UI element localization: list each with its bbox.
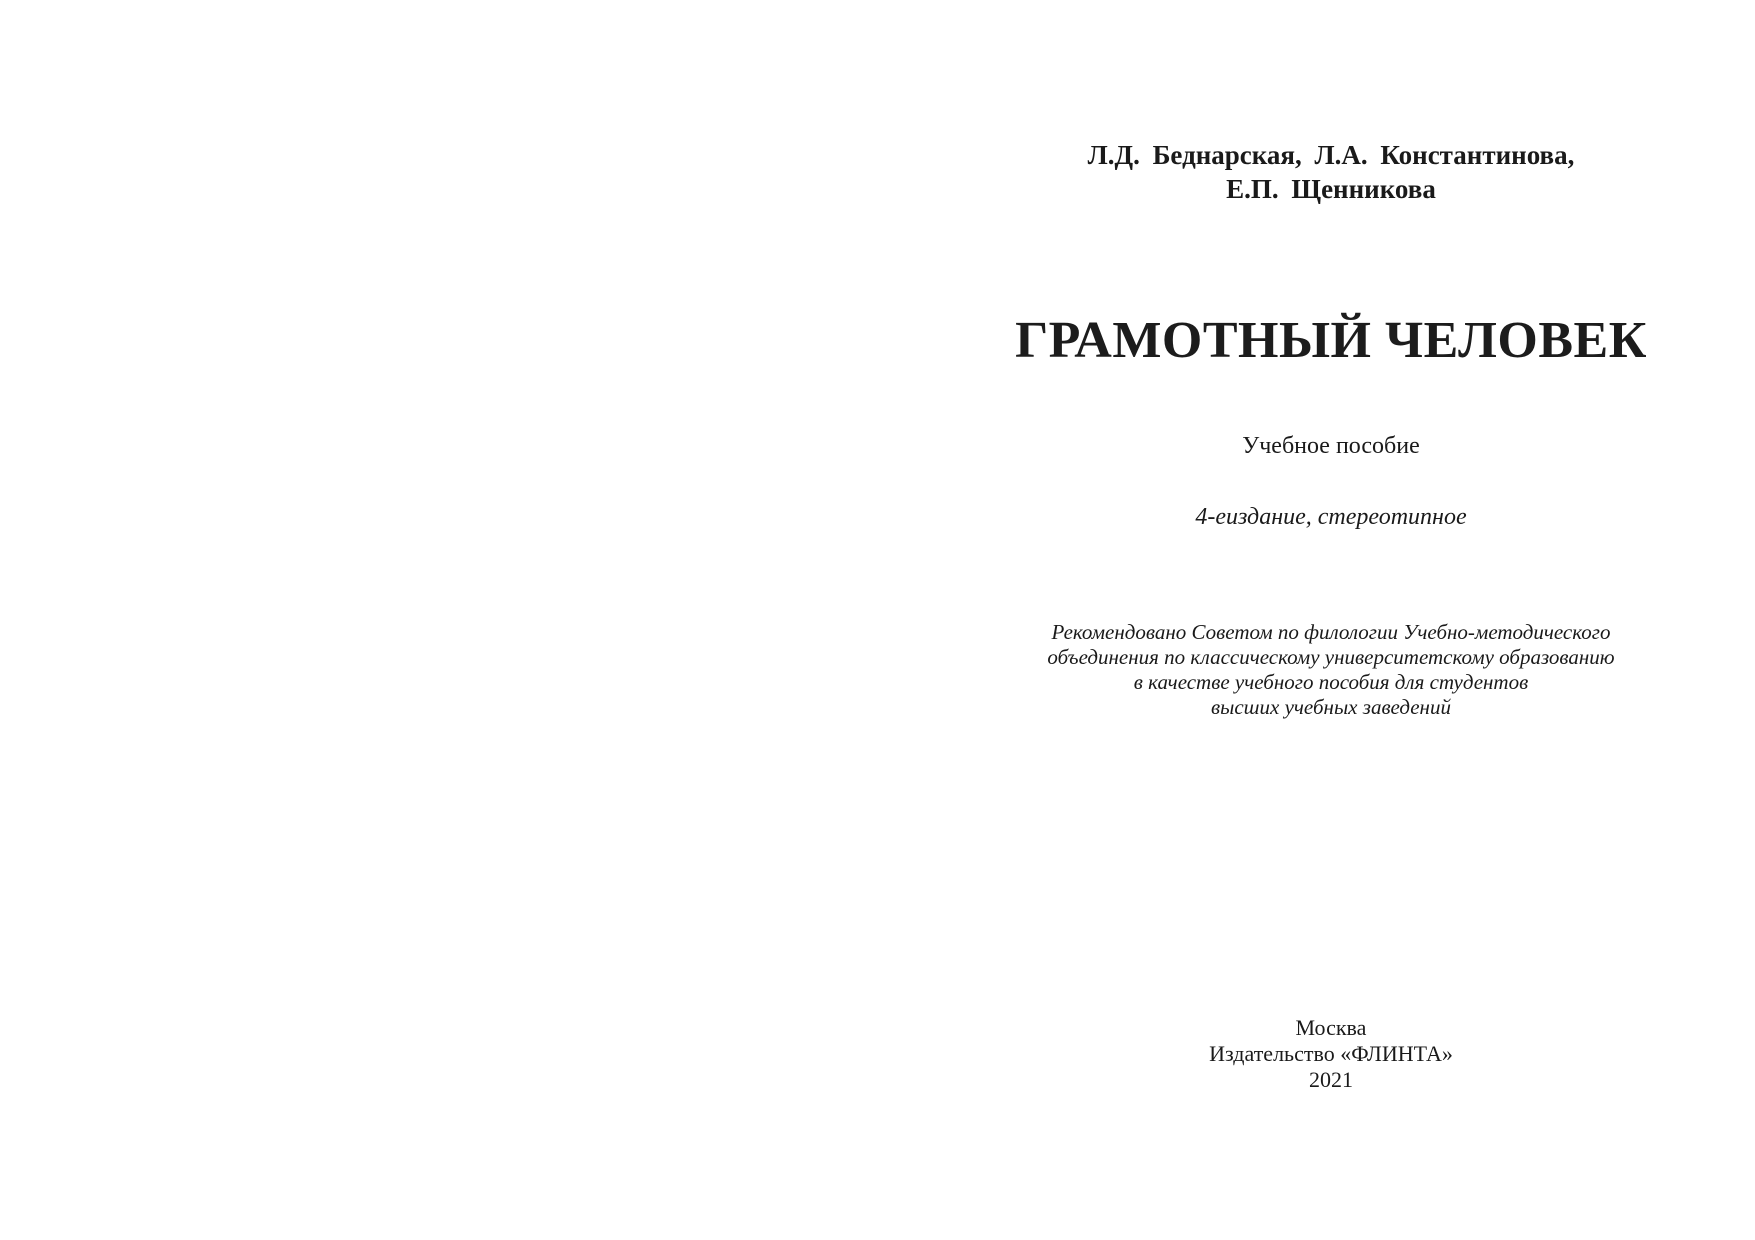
authors-line-1: Л.Д. Беднарская, Л.А. Константинова,: [1087, 140, 1575, 170]
recommendation: [877, 620, 1755, 720]
recommendation-line-3: в качестве учебного пособия для студентов: [1133, 670, 1529, 694]
book-type: Учебное пособие: [1242, 433, 1420, 459]
edition-note: 4-еиздание, стереотипное: [1195, 504, 1467, 530]
imprint-year: 2021: [1309, 1067, 1353, 1092]
left-page-blank: [0, 0, 877, 1240]
book-title: ГРАМОТНЫЙ ЧЕЛОВЕК: [1015, 312, 1647, 369]
recommendation-line-1: Рекомендовано Советом по филологии Учебно-методического: [1051, 620, 1611, 644]
title-page: [877, 0, 1755, 1240]
imprint: [877, 1015, 1755, 1093]
authors-line-2: Е.П. Щенникова: [1226, 174, 1436, 204]
imprint-publisher: Издательство «ФЛИНТА»: [1209, 1041, 1453, 1066]
recommendation-line-4: высших учебных заведений: [1211, 695, 1451, 719]
authors: [877, 138, 1755, 206]
recommendation-line-2: объединения по классическому университетскому образованию: [1047, 645, 1615, 669]
imprint-city: Москва: [1295, 1015, 1367, 1040]
